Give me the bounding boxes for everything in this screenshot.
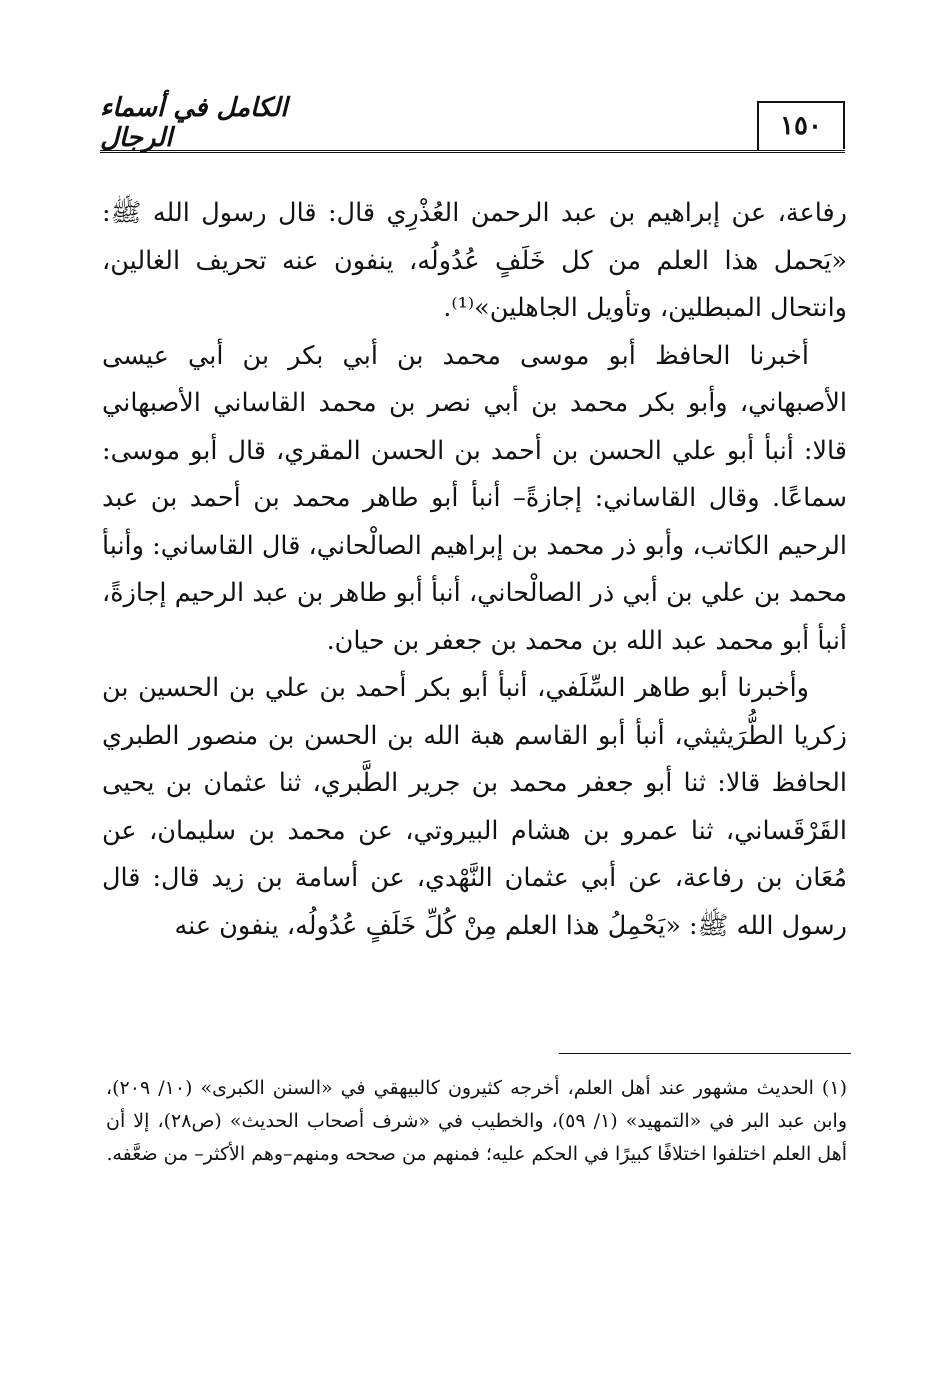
paragraph-3: وأخبرنا أبو طاهر السِّلَفي، أنبأ أبو بكر أحمد بن علي بن الحسين بن زكريا الطُّرَيثيثي، أنبأ أبو القاسم هبة الله بن الحسن بن منصور الطبري الحافظ قالا: ثنا أبو جعفر محمد بن جرير الطَّبري، ثنا عثمان بن يحيى القَرْقَساني، ثنا عمرو بن هشام البيروتي، عن محمد بن سليمان، عن مُعَان بن رفاعة، عن أبي عثمان النَّهْدي، عن أسامة بن زيد قال: قال رسول الله ﷺ: «يَحْمِلُ هذا العلم مِنْ كُلِّ خَلَفٍ عُدُولُه، ينفون عنه bbox=[102, 673, 847, 941]
paragraph-1: رفاعة، عن إبراهيم بن عبد الرحمن العُذْرِي قال: قال رسول الله ﷺ: «يَحمل هذا العلم من كل خَلَفٍ عُدُولُه، ينفون عنه تحريف الغالين، وانتحال المبطلين، وتأويل الجاهلين»⁽¹⁾. bbox=[102, 198, 847, 323]
page-number: ١٥٠ bbox=[759, 101, 845, 149]
page-header bbox=[100, 95, 845, 157]
main-text bbox=[102, 190, 847, 950]
footnote-separator bbox=[559, 1053, 851, 1054]
footnote: (١) الحديث مشهور عند أهل العلم، أخرجه كثيرون كالبيهقي في «السنن الكبرى» (١٠/ ٢٠٩)، وابن عبد البر في «التمهيد» (١/ ٥٩)، والخطيب في «شرف أصحاب الحديث» (ص٢٨)، إلا أن أهل العلم اختلفوا اختلافًا كبيرًا في الحكم عليه؛ فمنهم من صححه ومنهم–وهم الأكثر– من ضعَّفه. bbox=[106, 1077, 847, 1165]
header-rule bbox=[100, 150, 845, 153]
paragraph-2: أخبرنا الحافظ أبو موسى محمد بن أبي بكر بن أبي عيسى الأصبهاني، وأبو بكر محمد بن أبي نصر بن محمد القاساني الأصبهاني قالا: أنبأ أبو علي الحسن بن أحمد بن الحسن المقري، قال أبو موسى: سماعًا. وقال القاساني: إجازةً– أنبأ أبو طاهر محمد بن أحمد بن عبد الرحيم الكاتب، وأبو ذر محمد بن إبراهيم الصالْحاني، قال القاساني: وأنبأ محمد بن علي بن أبي ذر الصالْحاني، أنبأ أبو طاهر بن عبد الرحيم إجازةً، أنبأ أبو محمد عبد الله بن محمد بن جعفر بن حيان. bbox=[102, 340, 847, 656]
running-title: الكامل في أسماء الرجال bbox=[100, 93, 288, 153]
